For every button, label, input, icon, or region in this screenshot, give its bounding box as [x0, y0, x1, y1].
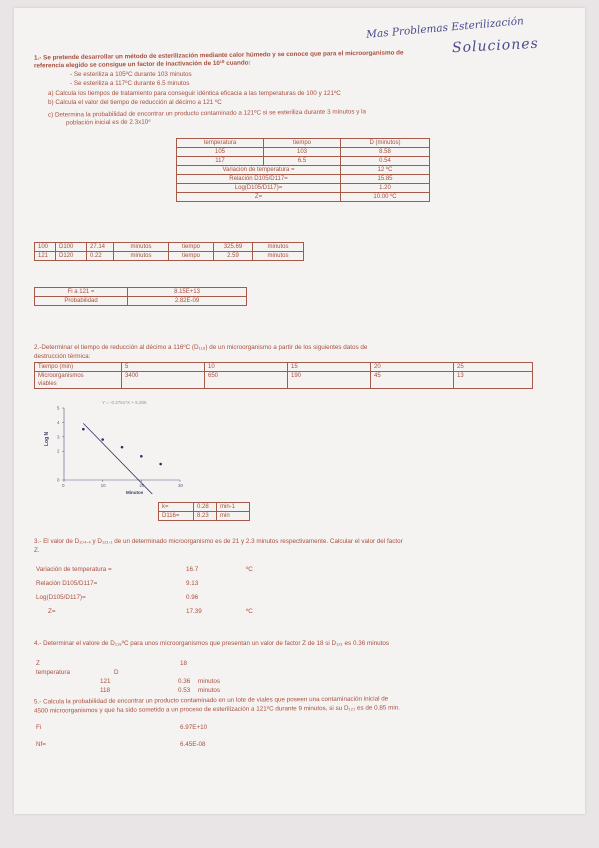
table-cell: Relación D105/D117= — [177, 175, 341, 184]
table-row — [35, 243, 304, 252]
table-header-cell: tiempo — [264, 139, 341, 148]
table-cell: 100 — [35, 243, 56, 252]
table-cell: D100 — [56, 243, 87, 252]
p4-unit: minutos — [198, 687, 221, 694]
table-cell: 20 — [371, 363, 454, 372]
table-cell: 10.00 ºC — [341, 193, 430, 202]
p4-temp-value: 118 — [100, 687, 111, 694]
chart-equation: Y = -0.2751*X + 5.306 — [102, 400, 147, 405]
p4-d-label: D — [114, 669, 119, 676]
document-page — [14, 8, 585, 814]
p4-temp-label: temperatura — [36, 669, 70, 676]
table-row — [35, 288, 247, 297]
table-cell: 105 — [177, 148, 264, 157]
p4-d-value: 0.53 — [178, 687, 191, 694]
table-row — [35, 252, 304, 261]
table-cell: 8.58 — [341, 148, 430, 157]
handwritten-subtitle: Soluciones — [451, 35, 540, 57]
table-row — [177, 193, 430, 202]
table-header-cell: D (minutos) — [341, 139, 430, 148]
table-row — [177, 166, 430, 175]
table-row — [177, 148, 430, 157]
table-label-line: Microorganismos — [38, 373, 84, 379]
chart-xlabel: Minutos — [126, 490, 144, 494]
table-row — [35, 372, 533, 389]
table-row — [177, 175, 430, 184]
table-cell: 2.82E-09 — [128, 297, 247, 306]
table-cell: 6.5 — [264, 157, 341, 166]
chart-x-tick-label: 30 — [178, 483, 184, 488]
p3-statement-2: Z. — [34, 547, 40, 554]
table-label-line: viables — [38, 381, 57, 387]
table-survivors — [34, 362, 533, 389]
table-cell: 15.85 — [341, 175, 430, 184]
table-cell: 0.22 — [87, 252, 114, 261]
table-cell: 121 — [35, 252, 56, 261]
table-cell: 103 — [264, 148, 341, 157]
chart-data-point — [101, 438, 104, 441]
table-cell: 13 — [454, 372, 533, 389]
p4-unit: minutos — [198, 678, 221, 685]
p3-row-label: Relación D105/D117= — [36, 580, 98, 587]
table-cell: 5 — [122, 363, 205, 372]
log-survivors-chart — [40, 394, 200, 494]
table-row — [177, 184, 430, 193]
p3-row-label: Variación de temperatura = — [36, 566, 112, 573]
table-cell: D120 — [56, 252, 87, 261]
chart-x-tick-label: 10 — [100, 483, 106, 488]
chart-data-point — [140, 455, 143, 458]
p1-question-c-2: población inicial es de 2.3x10⁶ — [65, 118, 151, 127]
table-cell: D116= — [159, 512, 194, 521]
p1-bullet-1: - Se esteriliza a 105ºC durante 103 minutos — [70, 71, 192, 78]
table-cell: 45 — [371, 372, 454, 389]
table-cell: minutos — [114, 252, 169, 261]
p5-fi-label: Fi — [36, 724, 42, 731]
table-cell: Tiempo (min) — [35, 363, 122, 372]
table-cell: Z= — [177, 193, 341, 202]
table-cell: 0.54 — [341, 157, 430, 166]
p3-statement-1: 3.- El valor de D₁₀₄.₄ y D₁₂₁.₁ de un determinado microorganismo es de 21 y 2.3 minutos respectivamente. Calcular el valor del factor — [34, 538, 403, 545]
p3-row-label: Log(D105/D117)= — [36, 594, 86, 601]
table-cell: Probabilidad — [35, 297, 128, 306]
table-cell: 2.59 — [214, 252, 253, 261]
table-cell: 117 — [177, 157, 264, 166]
table-cell: tiempo — [169, 243, 214, 252]
table-cell: minutos — [114, 243, 169, 252]
chart-y-tick-label: 4 — [57, 419, 60, 425]
table-row — [159, 503, 250, 512]
table-cell: 10 — [205, 363, 288, 372]
chart-ylabel: Log N — [44, 431, 50, 446]
p2-statement-1: 2.-Determinar el tiempo de reducción al décimo a 116ºC (D₁₁₆) de un microorganismo a partir de los siguientes datos de — [34, 344, 368, 351]
table-row — [177, 139, 430, 148]
table-row — [177, 157, 430, 166]
table-cell: 27.14 — [87, 243, 114, 252]
table-cell: min-1 — [217, 503, 250, 512]
p5-statement-1: 5.- Calcula la probabilidad de encontrar un producto contaminado en un lote de viales que poseen una contaminación inicial de — [33, 695, 389, 706]
p3-row-value: 17.39 — [186, 608, 202, 615]
table-cell — [35, 372, 122, 389]
p1-intro-1: 1.- Se pretende desarrollar un método de esterilización mediante calor húmedo y se conoce que para el microorganismo de — [33, 49, 404, 62]
table-treatment-times — [34, 242, 304, 261]
table-row — [159, 512, 250, 521]
p4-statement: 4.- Determinar el valore de D₁₁₈ºC para unos microorganismos que presentan un valor de factor Z de 18 si D₁₂₁ es 0.36 minutos — [34, 640, 390, 647]
chart-y-tick-label: 3 — [57, 434, 60, 440]
table-cell: 25 — [454, 363, 533, 372]
p2-statement-2: destrucción térmica: — [34, 353, 91, 360]
chart-y-tick-label: 2 — [57, 448, 60, 454]
table-row — [35, 363, 533, 372]
p1-question-a: a) Calcula los tiempos de tratamiento para conseguir idéntica eficacia a las temperaturas de 100 y 121ºC — [48, 90, 341, 97]
table-cell: Fi a 121 = — [35, 288, 128, 297]
p4-d-value: 0.36 — [178, 678, 191, 685]
table-header-cell: temperatura — [177, 139, 264, 148]
chart-y-tick-label: 0 — [57, 477, 60, 483]
table-cell: 325.69 — [214, 243, 253, 252]
p3-row-unit: ºC — [246, 566, 253, 573]
table-cell: 15 — [288, 363, 371, 372]
handwritten-title: Mas Problemas Esterilización — [365, 15, 525, 41]
table-cell: 190 — [288, 372, 371, 389]
p3-row-label: Z= — [48, 608, 56, 615]
table-probability — [34, 287, 247, 306]
table-cell: Log(D105/D117)= — [177, 184, 341, 193]
p4-temp-value: 121 — [100, 678, 111, 685]
chart-trend-line — [83, 423, 160, 494]
p5-nf-value: 6.45E-08 — [180, 741, 206, 748]
table-cell: 3400 — [122, 372, 205, 389]
table-k-d116 — [158, 502, 250, 521]
table-cell: Variacion de temperatura = — [177, 166, 341, 175]
p1-bullet-2: - Se esteriliza a 117ºC durante 6.5 minutos — [70, 80, 190, 87]
table-cell: 12 ºC — [341, 166, 430, 175]
p3-row-unit: ºC — [246, 608, 253, 615]
table-cell: 0.28 — [194, 503, 217, 512]
chart-x-tick-label: 20 — [139, 483, 145, 488]
table-d-values — [176, 138, 430, 202]
p5-statement-2: 4500 microorganismos y que ha sido sometido a un proceso de esterilización a 121ºC durante 9 minutos, si su D₁₂₁ es de 0.85 min. — [33, 704, 401, 715]
chart-y-tick-label: 5 — [57, 405, 60, 411]
chart-x-tick-label: 0 — [62, 483, 65, 488]
p3-row-value: 16.7 — [186, 566, 199, 573]
p4-z-label: Z — [36, 660, 40, 667]
p1-question-b: b) Calcula el valor del tiempo de reducción al décimo a 121 ºC — [48, 99, 222, 106]
p3-row-value: 9.13 — [186, 580, 199, 587]
table-row — [35, 297, 247, 306]
chart-data-point — [159, 463, 162, 466]
table-cell: 8.23 — [194, 512, 217, 521]
table-cell: 650 — [205, 372, 288, 389]
p1-question-c-1: c) Determina la probabilidad de encontrar un producto contaminado a 121ºC si se esteriliza durante 3 minutos y la — [47, 108, 367, 119]
p1-intro-2: referencia elegido se consigue un factor de inactivación de 10¹⁰ cuando: — [33, 59, 251, 70]
table-cell: tiempo — [169, 252, 214, 261]
table-cell: 8.15E+13 — [128, 288, 247, 297]
table-cell: minutos — [253, 252, 304, 261]
chart-data-point — [121, 446, 124, 449]
table-cell: 1.20 — [341, 184, 430, 193]
p5-fi-value: 6.97E+10 — [180, 724, 208, 731]
p4-z-value: 18 — [180, 660, 188, 667]
p3-row-value: 0.96 — [186, 594, 199, 601]
p5-nf-label: Nf= — [36, 741, 46, 748]
table-cell: k= — [159, 503, 194, 512]
chart-data-point — [82, 428, 85, 431]
table-cell: min — [217, 512, 250, 521]
table-cell: minutos — [253, 243, 304, 252]
